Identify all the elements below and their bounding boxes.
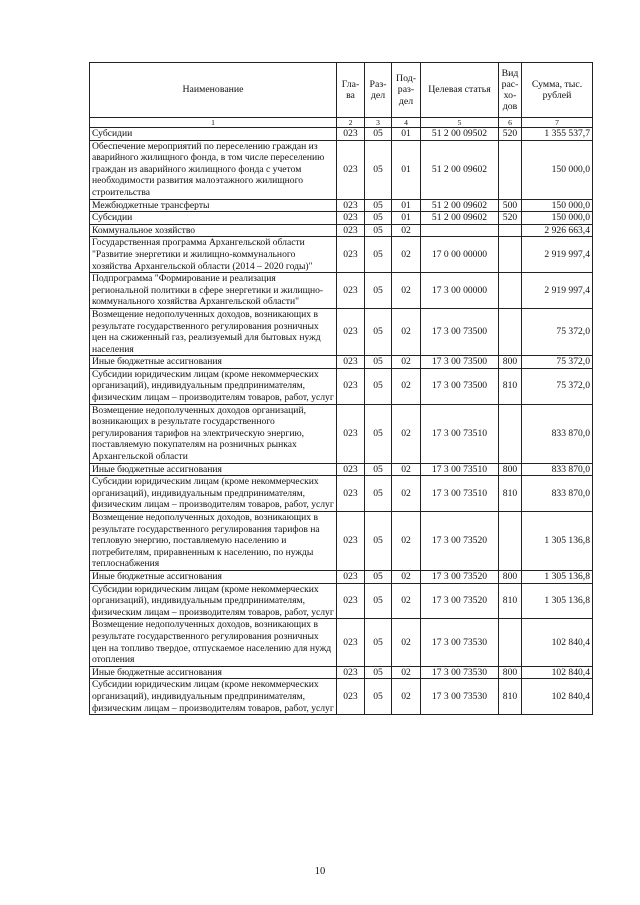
cell-glava: 023 — [337, 476, 365, 512]
cell-glava: 023 — [337, 237, 365, 273]
column-number: 6 — [499, 118, 522, 128]
table-header-row — [90, 63, 593, 118]
cell-podrazdel: 02 — [392, 224, 421, 237]
cell-expense-type: 520 — [499, 212, 522, 225]
table-body — [90, 128, 593, 715]
cell-name: Иные бюджетные ассигнования — [90, 666, 337, 679]
table-row — [90, 237, 593, 273]
cell-target-article: 51 2 00 09602 — [421, 140, 499, 199]
cell-name: Субсидии юридическим лицам (кроме некоммерческих организаций), индивидуальным предпринимателям, физическим лицам – производителям товаров, работ, услуг — [90, 476, 337, 512]
cell-podrazdel: 02 — [392, 679, 421, 715]
cell-glava: 023 — [337, 583, 365, 619]
table-row — [90, 404, 593, 463]
cell-razdel: 05 — [365, 679, 392, 715]
cell-expense-type: 810 — [499, 583, 522, 619]
cell-podrazdel: 02 — [392, 512, 421, 571]
table-row — [90, 512, 593, 571]
cell-target-article: 51 2 00 09502 — [421, 128, 499, 141]
cell-podrazdel: 02 — [392, 308, 421, 355]
cell-razdel: 05 — [365, 308, 392, 355]
column-number: 4 — [392, 118, 421, 128]
table-row — [90, 679, 593, 715]
cell-expense-type — [499, 140, 522, 199]
cell-target-article: 17 3 00 73530 — [421, 619, 499, 666]
column-number: 3 — [365, 118, 392, 128]
column-number: 1 — [90, 118, 337, 128]
table-row — [90, 212, 593, 225]
cell-glava: 023 — [337, 273, 365, 309]
cell-podrazdel: 02 — [392, 476, 421, 512]
cell-target-article: 17 3 00 73520 — [421, 512, 499, 571]
cell-target-article: 51 2 00 09602 — [421, 199, 499, 212]
cell-razdel: 05 — [365, 476, 392, 512]
cell-expense-type: 810 — [499, 679, 522, 715]
cell-glava: 023 — [337, 128, 365, 141]
table-row — [90, 224, 593, 237]
table-row — [90, 619, 593, 666]
table-row — [90, 583, 593, 619]
cell-sum: 2 919 997,4 — [522, 273, 593, 309]
cell-podrazdel: 02 — [392, 273, 421, 309]
cell-sum: 102 840,4 — [522, 666, 593, 679]
cell-target-article: 17 3 00 73500 — [421, 368, 499, 404]
cell-name: Межбюджетные трансферты — [90, 199, 337, 212]
cell-podrazdel: 01 — [392, 212, 421, 225]
cell-sum: 102 840,4 — [522, 679, 593, 715]
budget-table — [89, 62, 593, 715]
cell-razdel: 05 — [365, 570, 392, 583]
cell-glava: 023 — [337, 512, 365, 571]
cell-razdel: 05 — [365, 224, 392, 237]
cell-sum: 833 870,0 — [522, 476, 593, 512]
cell-name: Субсидии юридическим лицам (кроме некоммерческих организаций), индивидуальным предпринимателям, физическим лицам – производителям товаров, работ, услуг — [90, 583, 337, 619]
cell-target-article: 17 3 00 73510 — [421, 404, 499, 463]
cell-expense-type — [499, 224, 522, 237]
cell-razdel: 05 — [365, 273, 392, 309]
cell-glava: 023 — [337, 199, 365, 212]
cell-razdel: 05 — [365, 140, 392, 199]
cell-sum: 1 305 136,8 — [522, 570, 593, 583]
cell-sum: 2 919 997,4 — [522, 237, 593, 273]
cell-sum: 833 870,0 — [522, 463, 593, 476]
cell-podrazdel: 02 — [392, 570, 421, 583]
table-row — [90, 368, 593, 404]
cell-razdel: 05 — [365, 128, 392, 141]
cell-glava: 023 — [337, 619, 365, 666]
cell-podrazdel: 01 — [392, 140, 421, 199]
cell-target-article — [421, 224, 499, 237]
cell-name: Возмещение недополученных доходов, возникающих в результате государственного регулирования розничных цен на топливо твердое, отпускаемое населению для нужд отопления — [90, 619, 337, 666]
cell-sum: 1 305 136,8 — [522, 583, 593, 619]
cell-name: Субсидии юридическим лицам (кроме некоммерческих организаций), индивидуальным предпринимателям, физическим лицам – производителям товаров, работ, услуг — [90, 368, 337, 404]
cell-name: Подпрограмма "Формирование и реализация региональной политики в сфере энергетики и жилищно-коммунального хозяйства Архангельской области" — [90, 273, 337, 309]
cell-sum: 150 000,0 — [522, 212, 593, 225]
cell-target-article: 17 3 00 73520 — [421, 583, 499, 619]
cell-razdel: 05 — [365, 368, 392, 404]
cell-target-article: 17 0 00 00000 — [421, 237, 499, 273]
cell-expense-type: 800 — [499, 666, 522, 679]
cell-glava: 023 — [337, 570, 365, 583]
cell-razdel: 05 — [365, 619, 392, 666]
table-row — [90, 140, 593, 199]
table-row — [90, 356, 593, 369]
cell-name: Субсидии юридическим лицам (кроме некоммерческих организаций), индивидуальным предпринимателям, физическим лицам – производителям товаров, работ, услуг — [90, 679, 337, 715]
table-row — [90, 666, 593, 679]
cell-name: Иные бюджетные ассигнования — [90, 570, 337, 583]
cell-razdel: 05 — [365, 666, 392, 679]
cell-razdel: 05 — [365, 583, 392, 619]
header-name: Наименование — [90, 63, 337, 118]
cell-name: Коммунальное хозяйство — [90, 224, 337, 237]
cell-razdel: 05 — [365, 463, 392, 476]
cell-name: Субсидии — [90, 128, 337, 141]
cell-target-article: 17 3 00 00000 — [421, 273, 499, 309]
cell-expense-type: 520 — [499, 128, 522, 141]
cell-name: Возмещение недополученных доходов, возникающих в результате государственного регулирования тарифов на тепловую энергию, поставляемую населению и потребителям, приравненным к населению, по нужды теплоснабжения — [90, 512, 337, 571]
cell-expense-type: 800 — [499, 463, 522, 476]
cell-podrazdel: 02 — [392, 583, 421, 619]
column-number: 7 — [522, 118, 593, 128]
table-row — [90, 476, 593, 512]
cell-sum: 2 926 663,4 — [522, 224, 593, 237]
header-razdel: Раз- дел — [365, 63, 392, 118]
cell-expense-type — [499, 404, 522, 463]
cell-podrazdel: 02 — [392, 666, 421, 679]
cell-sum: 75 372,0 — [522, 308, 593, 355]
cell-name: Возмещение недополученных доходов, возникающих в результате государственного регулирования розничных цен на сжиженный газ, реализуемый для бытовых нужд населения — [90, 308, 337, 355]
cell-target-article: 17 3 00 73500 — [421, 356, 499, 369]
cell-sum: 75 372,0 — [522, 368, 593, 404]
cell-podrazdel: 02 — [392, 404, 421, 463]
cell-name: Возмещение недополученных доходов организаций, возникающих в результате государственного регулирования тарифов на электрическую энергию, поставляемую покупателям на розничных рынках Архангельской области — [90, 404, 337, 463]
cell-expense-type — [499, 619, 522, 666]
header-target-article: Целевая статья — [421, 63, 499, 118]
header-glava: Гла- ва — [337, 63, 365, 118]
cell-sum: 1 305 136,8 — [522, 512, 593, 571]
cell-razdel: 05 — [365, 512, 392, 571]
cell-expense-type: 810 — [499, 476, 522, 512]
cell-expense-type: 810 — [499, 368, 522, 404]
cell-target-article: 17 3 00 73530 — [421, 666, 499, 679]
table-row — [90, 570, 593, 583]
header-expense-type: Вид рас- хо- дов — [499, 63, 522, 118]
cell-razdel: 05 — [365, 404, 392, 463]
cell-sum: 833 870,0 — [522, 404, 593, 463]
table-row — [90, 308, 593, 355]
cell-target-article: 17 3 00 73530 — [421, 679, 499, 715]
cell-name: Иные бюджетные ассигнования — [90, 356, 337, 369]
cell-expense-type — [499, 237, 522, 273]
cell-target-article: 17 3 00 73510 — [421, 476, 499, 512]
cell-glava: 023 — [337, 368, 365, 404]
table-row — [90, 273, 593, 309]
cell-sum: 102 840,4 — [522, 619, 593, 666]
cell-razdel: 05 — [365, 356, 392, 369]
cell-target-article: 17 3 00 73500 — [421, 308, 499, 355]
cell-expense-type — [499, 308, 522, 355]
cell-name: Государственная программа Архангельской области "Развитие энергетики и жилищно-коммунального хозяйства Архангельской области (2014 – 2020 годы)" — [90, 237, 337, 273]
cell-sum: 1 355 537,7 — [522, 128, 593, 141]
cell-glava: 023 — [337, 666, 365, 679]
cell-expense-type: 800 — [499, 356, 522, 369]
cell-name: Обеспечение мероприятий по переселению граждан из аварийного жилищного фонда, в том числе переселению граждан из аварийного жилищного фонда с учетом необходимости развития малоэтажного жилищного строительства — [90, 140, 337, 199]
cell-glava: 023 — [337, 140, 365, 199]
cell-razdel: 05 — [365, 199, 392, 212]
cell-glava: 023 — [337, 224, 365, 237]
column-number: 2 — [337, 118, 365, 128]
cell-target-article: 17 3 00 73510 — [421, 463, 499, 476]
cell-podrazdel: 02 — [392, 368, 421, 404]
table-row — [90, 199, 593, 212]
cell-podrazdel: 02 — [392, 356, 421, 369]
column-number: 5 — [421, 118, 499, 128]
cell-expense-type — [499, 512, 522, 571]
cell-name: Субсидии — [90, 212, 337, 225]
cell-glava: 023 — [337, 679, 365, 715]
cell-expense-type — [499, 273, 522, 309]
cell-glava: 023 — [337, 463, 365, 476]
cell-name: Иные бюджетные ассигнования — [90, 463, 337, 476]
cell-glava: 023 — [337, 212, 365, 225]
cell-glava: 023 — [337, 356, 365, 369]
cell-podrazdel: 02 — [392, 619, 421, 666]
cell-razdel: 05 — [365, 237, 392, 273]
cell-expense-type: 800 — [499, 570, 522, 583]
cell-sum: 75 372,0 — [522, 356, 593, 369]
cell-target-article: 51 2 00 09602 — [421, 212, 499, 225]
cell-podrazdel: 01 — [392, 128, 421, 141]
header-sum: Сумма, тыс. рублей — [522, 63, 593, 118]
cell-razdel: 05 — [365, 212, 392, 225]
column-number-row — [90, 118, 593, 128]
cell-podrazdel: 02 — [392, 237, 421, 273]
cell-podrazdel: 02 — [392, 463, 421, 476]
cell-sum: 150 000,0 — [522, 199, 593, 212]
table-row — [90, 463, 593, 476]
header-podrazdel: Под- раз- дел — [392, 63, 421, 118]
cell-podrazdel: 01 — [392, 199, 421, 212]
cell-target-article: 17 3 00 73520 — [421, 570, 499, 583]
cell-sum: 150 000,0 — [522, 140, 593, 199]
cell-glava: 023 — [337, 308, 365, 355]
page-number: 10 — [314, 866, 326, 877]
table-row — [90, 128, 593, 141]
cell-expense-type: 500 — [499, 199, 522, 212]
cell-glava: 023 — [337, 404, 365, 463]
